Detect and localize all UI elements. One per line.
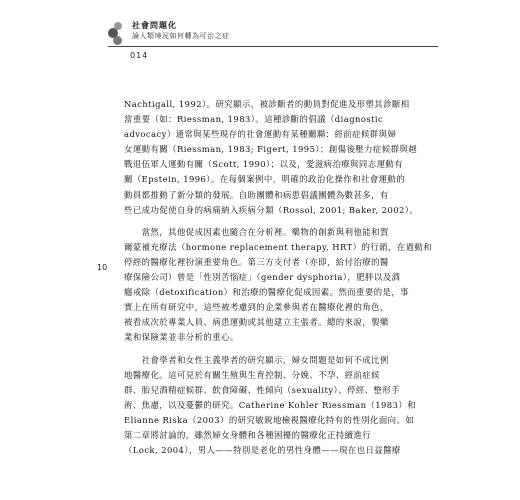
running-header xyxy=(108,20,438,70)
text-line: Elianne Riska（2003）的研究敏銳地檢視醫療化特有的性別化面向。如 xyxy=(124,414,415,425)
text-line: 動員都推動了新分類的發展。自助團體和病患倡議團體為數甚多，有 xyxy=(124,189,389,200)
text-line: 第二章將討論的，雖然婦女身體和各種困擾的醫療化正持續進行 xyxy=(124,429,372,440)
paragraph xyxy=(124,225,433,346)
paragraph-gap xyxy=(124,218,430,225)
text-line: 女運動有關（Riessman, 1983; Figert, 1995）；創傷後壓力症候群與越 xyxy=(124,144,418,155)
text-line: 癮戒除（detoxification）和治療的醫療化促成因素。然而重要的是，事 xyxy=(124,287,409,298)
text-line: 群、胎兒酒精症候群、飲食障礙、性傾向（sexuality）、停經、整形手 xyxy=(124,384,400,395)
text-line: 社會學者和女性主義學者的研究顯示，婦女問題是如何不成比例 xyxy=(124,354,389,365)
text-line: Nachtigall, 1992）。研究顯示，被診斷者的動員對促進及形塑其診斷相 xyxy=(124,99,410,109)
page-number: 014 xyxy=(130,51,149,60)
text-line: 戰退伍軍人運動有關（Scott, 1990）；以及，愛滋病治療與同志運動有 xyxy=(124,159,404,170)
header-rule xyxy=(108,46,438,47)
text-line: 術、焦慮，以及憂鬱的研究。Catherine Kohler Riessman（1983）和 xyxy=(124,399,417,410)
paragraph xyxy=(124,97,430,218)
text-line: 爾蒙補充療法（hormone replacement therapy, HRT）的行銷，在過動和 xyxy=(124,241,433,252)
book-subtitle: 論人類境況如何轉為可治之症 xyxy=(132,32,230,40)
text-line: 地醫療化。這可見於有關生殖與生育控制、分娩、不孕、經前症候 xyxy=(124,369,380,380)
text-line: 關（Epstein, 1996）。在每個案例中，明確的政治化操作和社會運動的 xyxy=(124,174,406,185)
text-line: 被看成次於專業人員、病患運動或其他建立主張者。總的來說，製藥 xyxy=(124,317,389,328)
text-line: 當重要（如：Riessman, 1983）。這種診斷的倡議（diagnostic xyxy=(124,114,384,125)
text-line: advocacy）通常與某些現存的社會運動有某種關聯：經前症候群與婦 xyxy=(124,129,397,140)
text-line: 些已成功促使自身的病痛納入疾病分類（Rossol, 2001; Baker, 2002）。 xyxy=(124,204,419,215)
text-line: 停經的醫療化裡扮演重要角色。第三方支付者（亦即，給付治療的醫 xyxy=(124,256,389,267)
text-line: （Lock, 2004），男人——特別是老化的男性身體——現在也日益醫療 xyxy=(124,445,401,456)
book-title: 社會問題化 xyxy=(132,20,177,30)
paragraph xyxy=(124,353,430,459)
margin-marker: 10 xyxy=(97,263,108,272)
text-line: 業和保險業並非分析的重心。 xyxy=(124,332,239,343)
text-line: 療保險公司）曾是「性別苦惱症」（gender dysphoria），肥胖以及酒 xyxy=(124,272,401,283)
text-line: 當然，其他促成因素也隨合在分析裡。藥物的創新與利他能和賀 xyxy=(124,226,389,237)
text-line: 實上在所有研究中，這些被考慮到的企業參與者在醫療化裡的角色， xyxy=(124,302,389,313)
paragraph-gap xyxy=(124,346,430,353)
body-text xyxy=(124,97,433,458)
